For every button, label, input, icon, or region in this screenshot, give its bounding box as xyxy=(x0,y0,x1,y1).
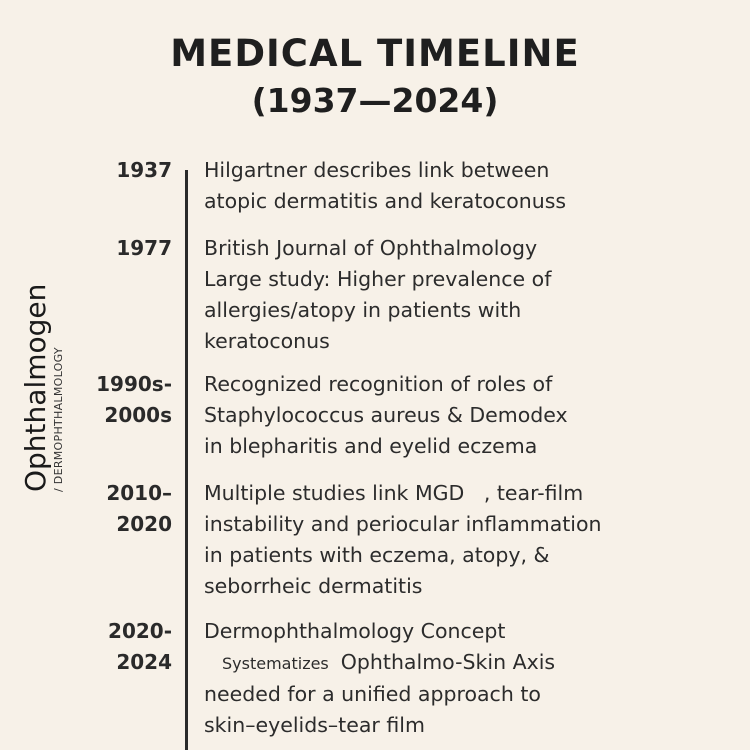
text-line: skin–eyelids–tear film xyxy=(204,713,425,737)
entry-year xyxy=(106,478,172,540)
side-brand xyxy=(20,284,65,492)
text-line: Multiple studies link MGD , tear-film xyxy=(204,481,584,505)
text-line: Large study: Higher prevalence of xyxy=(204,267,552,291)
text-line: instability and periocular inflammation xyxy=(204,512,602,536)
text-line: in blepharitis and eyelid eczema xyxy=(204,434,538,458)
text-line: atopic dermatitis and keratoconuss xyxy=(204,189,567,213)
text-line: keratoconus xyxy=(204,329,330,353)
page-title: MEDICAL TIMELINE xyxy=(170,32,580,75)
year-line: 2000s xyxy=(104,403,172,427)
year-line: 1990s- xyxy=(96,372,172,396)
text-fragment-small: Systematizes xyxy=(222,654,329,673)
text-line: allergies/atopy in patients with xyxy=(204,298,522,322)
text-line: British Journal of Ophthalmology xyxy=(204,236,538,260)
text-line: Dermophthalmology Concept xyxy=(204,619,506,643)
entry-year xyxy=(96,369,172,431)
entry-year xyxy=(116,155,172,186)
entry-text xyxy=(204,155,744,217)
year-line: 1977 xyxy=(116,236,172,260)
page-subtitle: (1937—2024) xyxy=(251,81,499,120)
entry-text xyxy=(204,616,744,741)
year-line: 2010– xyxy=(106,481,172,505)
text-line: Recognized recognition of roles of xyxy=(204,372,553,396)
year-line: 2020- xyxy=(108,619,172,643)
year-line: 2024 xyxy=(116,650,172,674)
timeline-line xyxy=(185,170,188,750)
entry-year xyxy=(116,233,172,264)
text-line: in patients with eczema, atopy, & xyxy=(204,543,550,567)
text-fragment: Ophthalmo-Skin Axis xyxy=(340,650,556,674)
year-line: 2020 xyxy=(116,512,172,536)
text-line: needed for a unified approach to xyxy=(204,682,541,706)
text-line: Staphylococcus aureus & Demodex xyxy=(204,403,568,427)
entry-text xyxy=(204,233,744,357)
entry-text xyxy=(204,478,744,602)
entry-text xyxy=(204,369,744,462)
entry-year xyxy=(108,616,172,678)
text-line xyxy=(204,647,744,679)
text-line: Hilgartner describes link between xyxy=(204,158,550,182)
brand-subtitle: / DERMOPHTHALMOLOGY xyxy=(52,347,65,492)
text-line: seborrheic dermatitis xyxy=(204,574,423,598)
year-line: 1937 xyxy=(116,158,172,182)
brand-name: Ophthalmogen xyxy=(19,283,52,492)
